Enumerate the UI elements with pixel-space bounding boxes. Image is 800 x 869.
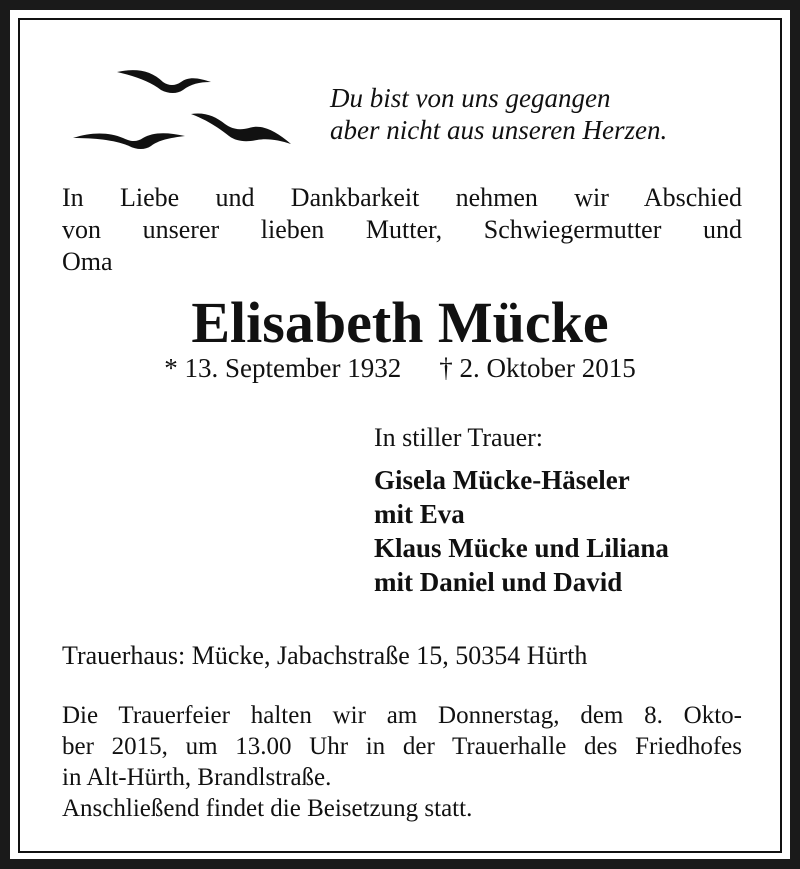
- mourning-house-address: Trauerhaus: Mücke, Jabachstraße 15, 50354 Hürth: [62, 641, 588, 670]
- service-line: in Alt-Hürth, Brandlstraße.: [62, 764, 332, 791]
- motto-line: Du bist von uns gegangen: [330, 83, 611, 113]
- birth-date: * 13. September 1932: [164, 353, 402, 383]
- mourning-label: In stiller Trauer:: [374, 423, 543, 452]
- flying-birds-icon: [65, 58, 305, 168]
- intro-text: [62, 182, 742, 278]
- funeral-service-info: [62, 700, 742, 824]
- service-line: ber 2015, um 13.00 Uhr in der Trauerhalle des Friedhofes: [62, 733, 742, 760]
- motto-line: aber nicht aus unseren Herzen.: [330, 115, 668, 145]
- service-line: Die Trauerfeier halten wir am Donnerstag, dem 8. Okto-: [62, 702, 742, 729]
- service-line: Anschließend findet die Beisetzung statt.: [62, 795, 473, 822]
- mourner-line: Klaus Mücke und Liliana: [374, 533, 669, 563]
- intro-line: In Liebe und Dankbarkeit nehmen wir Abschied: [62, 183, 742, 212]
- intro-line: von unserer lieben Mutter, Schwiegermutter und: [62, 215, 742, 244]
- motto: [330, 82, 667, 146]
- life-dates: [10, 352, 790, 384]
- death-date: † 2. Oktober 2015: [439, 353, 636, 383]
- mourners-list: [374, 463, 669, 599]
- deceased-name: Elisabeth Mücke: [191, 290, 609, 355]
- bird-top-icon: [117, 70, 211, 93]
- mourner-line: mit Eva: [374, 499, 465, 529]
- bird-left-icon: [73, 133, 185, 149]
- bird-right-icon: [191, 113, 291, 144]
- intro-line: Oma: [62, 247, 113, 276]
- mourner-line: mit Daniel und David: [374, 567, 623, 597]
- mourner-line: Gisela Mücke-Häseler: [374, 465, 630, 495]
- obituary-page: [10, 10, 790, 859]
